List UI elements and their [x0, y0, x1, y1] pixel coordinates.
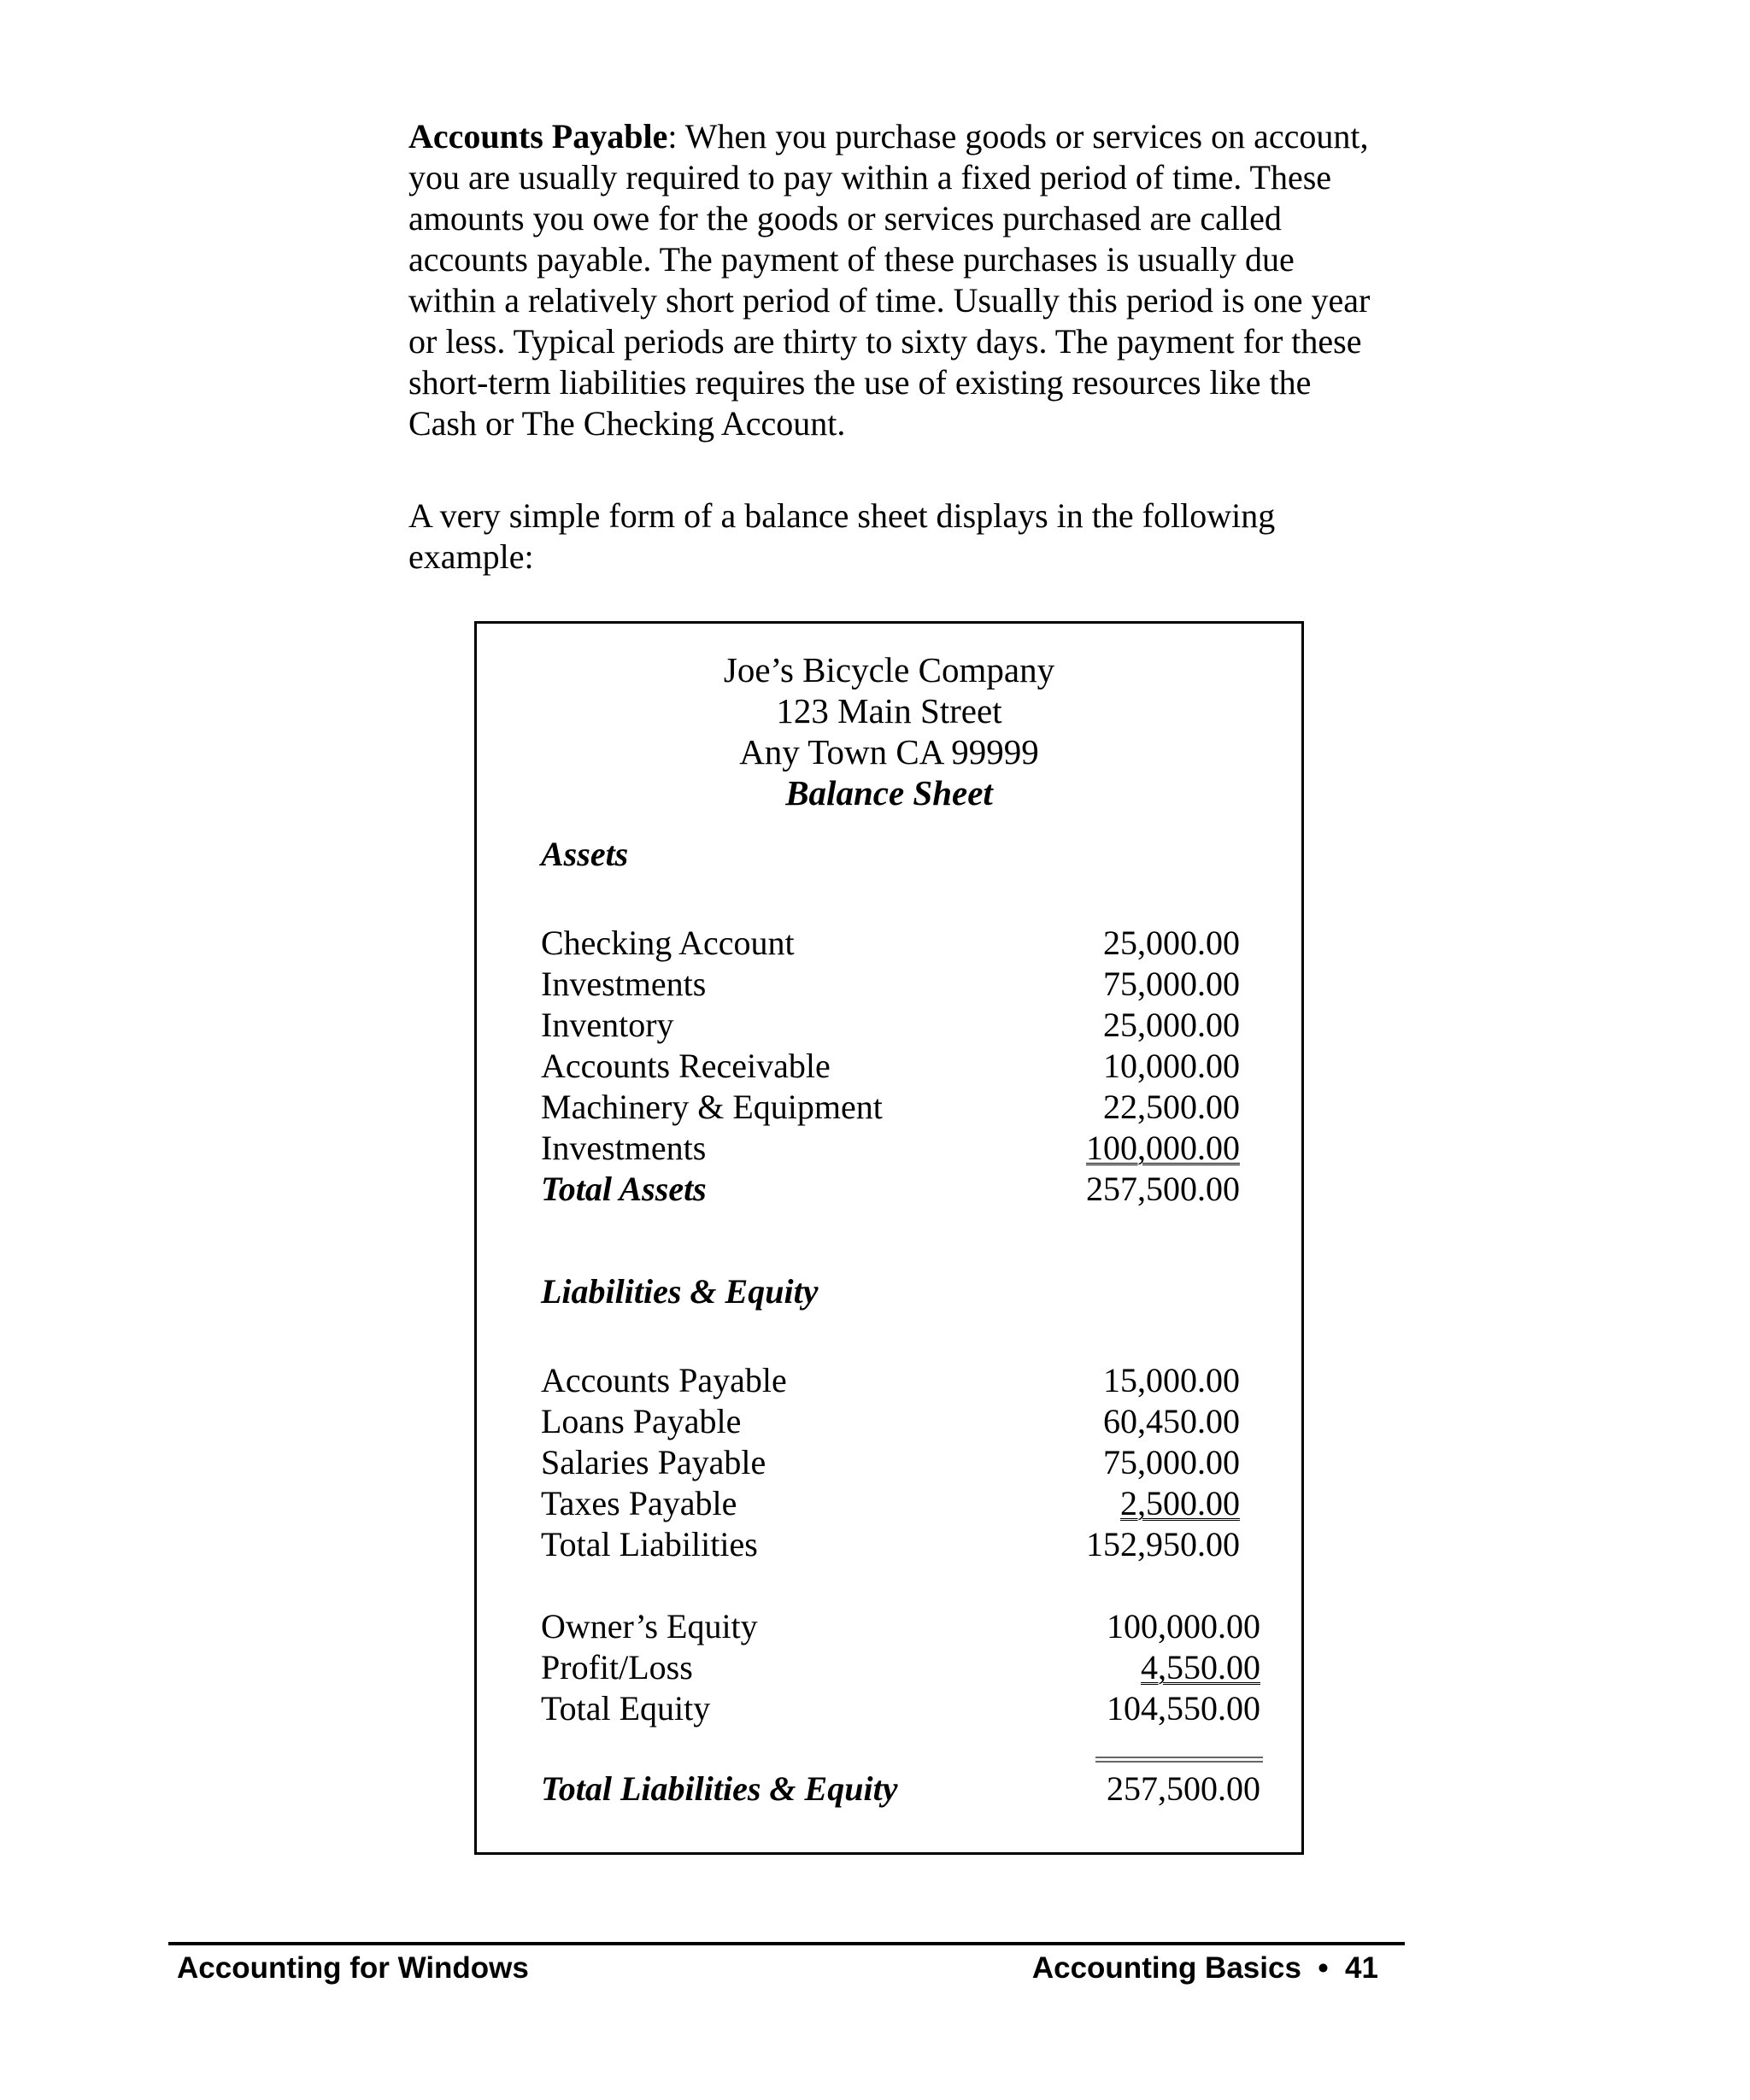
equity-value: 4,550.00 — [1141, 1648, 1260, 1686]
liability-label: Salaries Payable — [541, 1443, 766, 1481]
total-double-rule — [1095, 1757, 1263, 1763]
liability-value: 15,000.00 — [1103, 1361, 1240, 1399]
asset-value: 75,000.00 — [1103, 965, 1240, 1003]
total-liabilities-label: Total Liabilities — [541, 1525, 758, 1563]
total-assets-label: Total Assets — [541, 1170, 707, 1208]
accounts-payable-paragraph — [408, 116, 1374, 444]
equity-label: Owner’s Equity — [541, 1607, 758, 1645]
company-name: Joe’s Bicycle Company — [723, 650, 1055, 689]
asset-label: Machinery & Equipment — [541, 1088, 883, 1126]
example-lead-paragraph: A very simple form of a balance sheet displays in the following example: — [408, 496, 1276, 576]
equity-label: Profit/Loss — [541, 1648, 693, 1686]
footer-chapter-page: Accounting Basics • 41 — [1031, 1951, 1378, 1985]
asset-label: Investments — [541, 965, 707, 1003]
total-liabilities-equity-value: 257,500.00 — [1107, 1769, 1260, 1808]
footer-book-title: Accounting for Windows — [177, 1951, 529, 1985]
asset-value: 25,000.00 — [1103, 924, 1240, 962]
liability-value: 75,000.00 — [1103, 1443, 1240, 1481]
liabilities-equity-heading: Liabilities & Equity — [541, 1272, 819, 1311]
accounts-payable-text: : When you purchase goods or services on account, you are usually required to pay within a fixed period of time. These amounts you owe for the goods or services purchased are called accounts payable. The payment of these purchases is usually due within a relatively short period of time. Usually this period is one year or less. Typical periods are thirty to sixty days. The payment for these short-term liabilities requires the use of existing resources like the Cash or The Checking Account. — [408, 117, 1371, 443]
company-address: 123 Main Street — [776, 691, 1002, 730]
asset-value: 22,500.00 — [1103, 1088, 1240, 1126]
liability-value: 2,500.00 — [1120, 1484, 1240, 1522]
asset-value: 100,000.00 — [1086, 1129, 1240, 1167]
asset-label: Inventory — [541, 1006, 674, 1044]
accounts-payable-term: Accounts Payable — [408, 117, 668, 155]
assets-heading: Assets — [541, 835, 629, 873]
liability-label: Taxes Payable — [541, 1484, 737, 1522]
total-liabilities-equity-label: Total Liabilities & Equity — [541, 1769, 898, 1808]
balance-sheet-box — [474, 621, 1304, 1855]
total-liabilities-value: 152,950.00 — [1086, 1525, 1240, 1563]
balance-sheet-title: Balance Sheet — [785, 773, 993, 812]
asset-value: 25,000.00 — [1103, 1006, 1240, 1044]
company-city: Any Town CA 99999 — [739, 732, 1039, 771]
equity-value: 100,000.00 — [1107, 1607, 1260, 1645]
asset-value: 10,000.00 — [1103, 1047, 1240, 1085]
total-equity-value: 104,550.00 — [1107, 1689, 1260, 1728]
liability-label: Loans Payable — [541, 1402, 742, 1440]
total-assets-value: 257,500.00 — [1086, 1170, 1240, 1208]
liability-value: 60,450.00 — [1103, 1402, 1240, 1440]
liability-label: Accounts Payable — [541, 1361, 787, 1399]
asset-label: Investments — [541, 1129, 707, 1167]
asset-label: Checking Account — [541, 924, 795, 962]
footer-rule — [168, 1942, 1405, 1945]
total-equity-label: Total Equity — [541, 1689, 711, 1728]
asset-label: Accounts Receivable — [541, 1047, 831, 1085]
